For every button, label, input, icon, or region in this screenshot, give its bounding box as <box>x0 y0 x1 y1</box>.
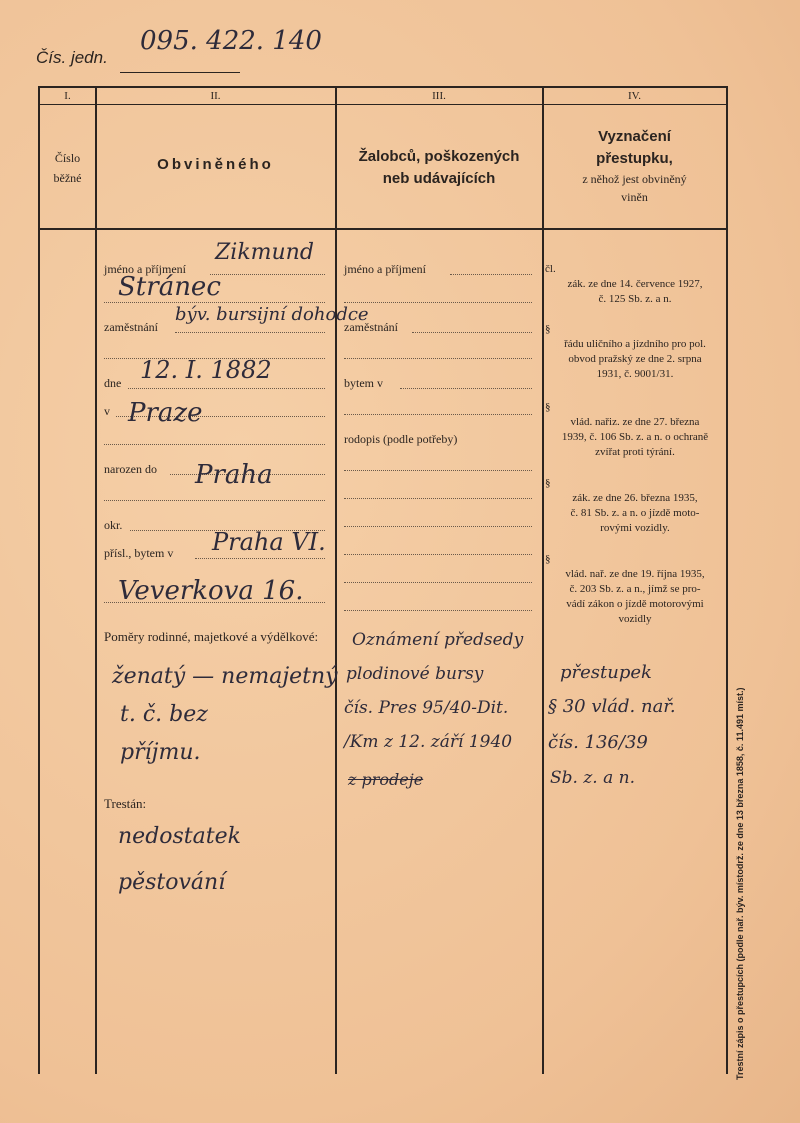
accused-family-label: Poměry rodinné, majetkové a výdělkové: <box>104 629 319 644</box>
col1-number: I. <box>64 90 71 102</box>
accused-street: Veverkova 16. <box>118 576 304 606</box>
accused-punished-label: Trestán: <box>104 796 147 811</box>
offence-hand-1: přestupek <box>560 662 652 683</box>
accused-residence: Praha VI. <box>212 528 326 556</box>
accused-domicile-label: narozen do <box>104 462 157 476</box>
complainant-description-label: rodopis (podle potřeby) <box>344 432 458 446</box>
offence-paragraph-2: § řádu uličního a jízdního pro pol. obvod pražský ze dne 2. srpna 1931, č. 9001/31. <box>545 323 706 380</box>
accused-family-value-2: t. č. bez <box>120 702 208 727</box>
complainant-note-4: /Km z 12. září 1940 <box>344 732 513 752</box>
accused-punished-value-1: nedostatek <box>118 824 241 849</box>
complainant-note-2: plodinové bursy <box>346 664 484 684</box>
accused-family-value-1: ženatý — nemajetný <box>112 664 338 689</box>
complainant-note-1: Oznámení předsedy <box>352 630 524 650</box>
accused-occupation: býv. bursijní dohodce <box>175 304 369 325</box>
accused-occupation-label: zaměstnání <box>104 320 158 334</box>
complainant-occupation-label: zaměstnání <box>344 320 398 334</box>
accused-district-label: okr. <box>104 518 123 532</box>
accused-birth-place: Praze <box>128 398 203 428</box>
accused-residence-label: přísl., bytem v <box>104 546 174 560</box>
complainant-note-5: z prodeje <box>348 770 424 789</box>
accused-place-label: v <box>104 404 110 418</box>
col4-number: IV. <box>628 90 641 102</box>
offence-paragraph-1: čl. zák. ze dne 14. července 1927, č. 125 Sb. z. a n. <box>545 263 703 305</box>
accused-name-label: jméno a příjmení <box>104 262 186 276</box>
accused-date-label: dne <box>104 376 122 390</box>
accused-first-name: Zikmund <box>215 240 314 265</box>
reference-label: Čís. jedn. <box>36 48 108 67</box>
offence-hand-3: čís. 136/39 <box>548 732 648 753</box>
col3-header: Žalobců, poškozených neb udávajících <box>358 148 520 187</box>
complainant-name-label: jméno a příjmení <box>344 262 426 276</box>
complainant-note-3: čís. Pres 95/40-Dit. <box>344 698 509 718</box>
offence-paragraph-5: § vlád. nař. ze dne 19. října 1935, č. 203 Sb. z. a n., jímž se pro- vádí zákon o jízdě motorovými vozidly <box>545 553 705 625</box>
col2-header: Obviněného <box>157 156 274 173</box>
reference-underline <box>120 72 240 73</box>
col4-header: Vyznačení přestupku, z něhož jest obviněný viněn <box>582 128 687 204</box>
col2-number: II. <box>210 90 221 102</box>
accused-family-value-3: příjmu. <box>120 740 201 765</box>
reference-number: 095. 422. 140 <box>140 26 322 56</box>
accused-surname: Stránec <box>118 272 221 302</box>
accused-birth-date: 12. I. 1882 <box>140 356 272 384</box>
offence-hand-4: Sb. z. a n. <box>550 768 635 788</box>
accused-domicile: Praha <box>195 460 273 490</box>
offence-paragraph-3: § vlád. nařiz. ze dne 27. března 1939, č. 106 Sb. z. a n. o ochraně zvířat proti týrání. <box>545 401 709 458</box>
complainant-residence-label: bytem v <box>344 376 383 390</box>
col1-header: Číslo běžné <box>53 151 82 185</box>
form-side-note: Trestní zápis o přestupcích (podle nař. býv. místodrž. ze dne 13 března 1858, č. 11.491 míst.) <box>735 687 745 1080</box>
col3-number: III. <box>432 90 446 102</box>
offence-paragraph-4: § zák. ze dne 26. března 1935, č. 81 Sb. z. a n. o jízdě moto- rovými vozidly. <box>545 477 700 534</box>
offence-hand-2: § 30 vlád. nař. <box>548 696 676 717</box>
accused-punished-value-2: pěstování <box>118 870 226 895</box>
